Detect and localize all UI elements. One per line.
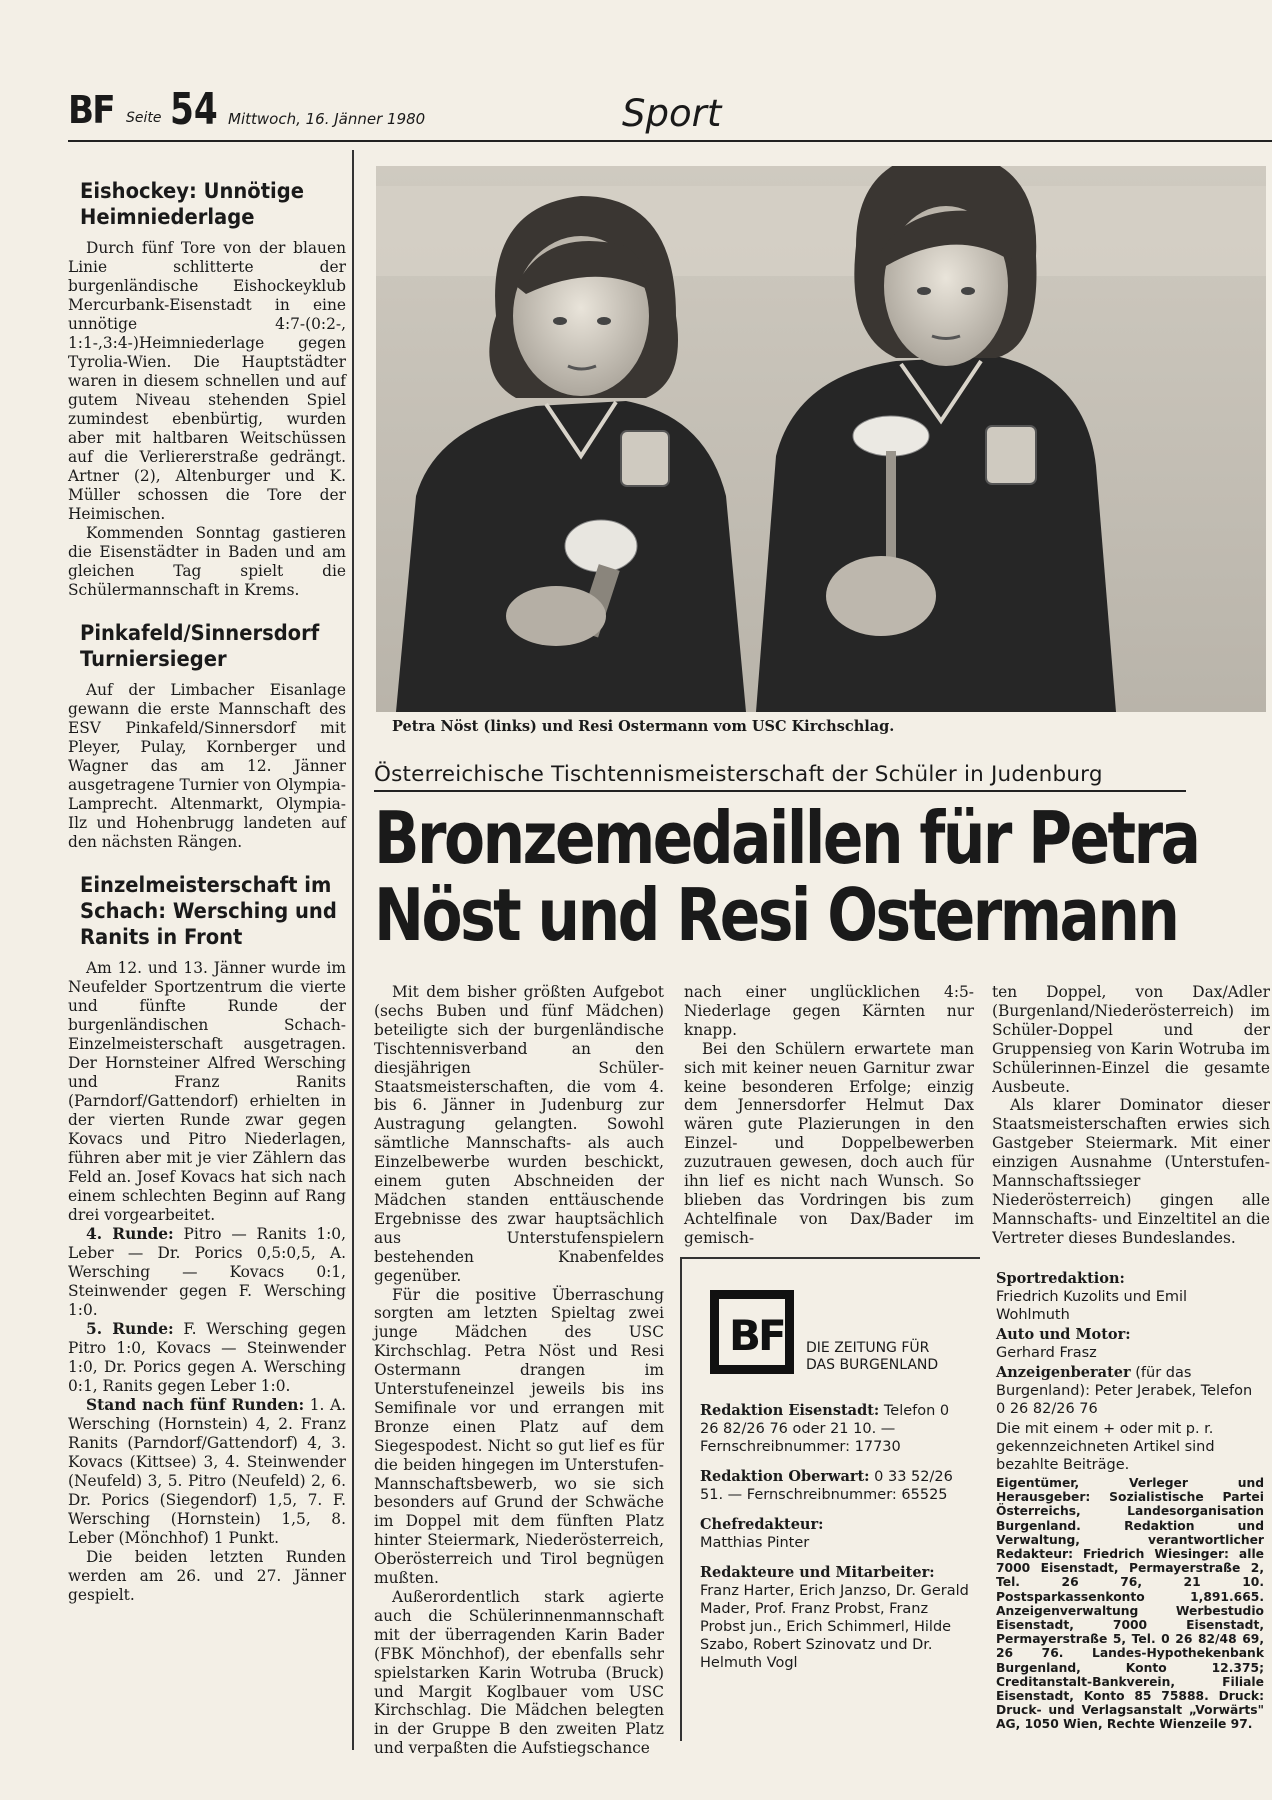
article-column-1 (374, 983, 664, 1758)
emblem-left (621, 431, 669, 486)
impressum-logo (710, 1290, 794, 1374)
article-headline (374, 796, 1199, 957)
pinkafeld-article (68, 620, 346, 852)
impressum-border (680, 1257, 682, 1741)
masthead-logo: BF (68, 88, 114, 132)
eishockey-headline: Eishockey: Unnötige Heimniederlage (80, 179, 304, 229)
page-label: Seite (126, 110, 162, 126)
article-paragraph: Außerordentlich stark agierte auch die Schülerinnenmannschaft mit der überragenden Karin Bader (FBK Mönchhof), der ebenfalls sehr spielstarken Karin Wotruba (Bruck) und Margit Koglbauer vom USC Kirchschlag. Die Mädchen belegten in der Gruppe B den zweiten Platz und verpaßten die Aufstiegschance (374, 1588, 664, 1758)
headline-line-2: Nöst und Resi Ostermann (374, 873, 1178, 957)
column-divider (352, 150, 354, 1750)
pinkafeld-paragraph-1: Auf der Limbacher Eisanlage gewann die erste Mannschaft des ESV Pinkafeld/Sinnersdorf mit Pleyer, Pulay, Kornberger und Wagner das am 12. Jänner ausgetragene Turnier von Olympia-Lamprecht. Altenmarkt, Olympia-Ilz und Hohenbrugg landeten auf den nächsten Rängen. (68, 681, 347, 851)
emblem-right (986, 426, 1036, 484)
schach-round-4 (68, 1225, 346, 1320)
sport-names: Friedrich Kuzolits und Emil Wohlmuth (996, 1289, 1188, 1323)
publisher-info: Eigentümer, Verleger und Herausgeber: Sozialistische Partei Österreichs, Landesorganisation Burgenland. Redaktion und Verwaltung, verantwortlicher Redakteur: Friedrich Wiesinger: alle 7000 Eisenstadt, Permayerstraße 2, Tel. 26 76, 21 10. Postsparkassenkonto 1,891.665. Anzeigenverwaltung Werbestudio Eisenstadt, 7000 Eisenstadt, Permayerstraße 5, Tel. 0 26 82/48 69, 26 76. Landes-Hypothekenbank Burgenland, Konto 12.375; Creditanstalt-Bankverein, Filiale Eisenstadt, Konto 85 75888. Druck: Druck- und Verlagsanstalt „Vorwärts" AG, 1050 Wien, Rechte Wienzeile 97. (996, 1476, 1264, 1732)
kicker-rule (374, 790, 1186, 792)
impressum-border-top (680, 1257, 980, 1259)
redakteure-label: Redakteure und Mitarbeiter: (700, 1564, 935, 1581)
eishockey-article (68, 178, 346, 600)
article-kicker: Österreichische Tischtennismeisterschaft der Schüler in Judenburg (374, 762, 1103, 787)
schach-paragraph-1: Am 12. und 13. Jänner wurde im Neufelder Sportzentrum die vierte und fünfte Runde der burgenländischen Schach-Einzelmeisterschaft ausgetragen. Der Hornsteiner Alfred Wersching und Franz Ranits (Parndorf/Gattendorf) erhielten in der vierten Runde zwar gegen Kovacs und Pitro Niederlagen, führen aber mit je vier Zählern das Feld an. Josef Kovacs hat sich nach einem schlechten Beginn auf Rang drei vorgearbeitet. (68, 959, 346, 1224)
impressum-tagline (806, 1340, 938, 1374)
issue-date: Mittwoch, 16. Jänner 1980 (228, 110, 426, 128)
impressum-contacts (700, 1402, 970, 1684)
chef-label: Chefredakteur: (700, 1516, 824, 1533)
auto-name: Gerhard Frasz (996, 1345, 1097, 1361)
article-paragraph: Für die positive Überraschung sorgten am letzten Spieltag zwei junge Mädchen des USC Kirchschlag. Petra Nöst und Resi Ostermann drangen im Unterstufeneinzel jeweils bis ins Semifinale vor und errangen mit Bronze einen Platz auf dem Siegespodest. Nicht so gut lief es für die beiden hingegen im Unterstufen-Mannschaftsbewerb, wo sie sich besonders auf Grund der Schwäche im Doppel mit dem fünften Platz hinter Steiermark, Niederösterreich, Oberösterreich und Tirol begnügen mußten. (374, 1285, 664, 1588)
round-5-results: F. Wersching gegen Pitro 1:0, Kovacs — Steinwender 1:0, Dr. Porics gegen A. Wersching 0:1, Ranits gegen Leber 1:0. (68, 1320, 346, 1395)
article-paragraph: nach einer unglücklichen 4:5-Niederlage gegen Kärnten nur knapp. (684, 983, 974, 1039)
redaktion-eisenstadt (700, 1402, 970, 1456)
article-paragraph: ten Doppel, von Dax/Adler (Burgenland/Niederösterreich) im Schüler-Doppel und der Gruppensieg von Karin Wotruba im Schülerinnen-Einzel die gesamte Ausbeute. (992, 983, 1270, 1096)
impressum-right (996, 1270, 1264, 1732)
chefredakteur (700, 1516, 970, 1552)
schach-article (68, 872, 346, 1605)
article-paragraph: Mit dem bisher größten Aufgebot (sechs Buben und fünf Mädchen) beteiligte sich der burgenländische Tischtennisverband an den diesjährigen Schüler-Staatsmeisterschaften, die vom 4. bis 6. Jänner in Judenburg zur Austragung gelangten. Sowohl sämtliche Mannschafts- als auch Einzelbewerbe wurden beschickt, einem guten Abschneiden der Mädchen standen enttäuschende Ergebnisse des zwar hauptsächlich aus Unterstufenspielern bestehenden Knabenfeldes gegenüber. (374, 983, 664, 1285)
schach-round-5 (68, 1320, 346, 1396)
section-title: Sport (622, 92, 722, 135)
anz-text: (für das Burgenland): Peter Jerabek, Telefon 0 26 82/26 76 (996, 1365, 1253, 1417)
left-column (68, 178, 346, 1625)
standings-label: Stand nach fünf Runden: (86, 1396, 305, 1414)
impressum-logo-frame (719, 1299, 785, 1365)
eisenstadt-label: Redaktion Eisenstadt: (700, 1402, 880, 1419)
round-4-label: 4. Runde: (86, 1225, 174, 1243)
anzeigenberater (996, 1364, 1264, 1418)
article-column-3 (992, 983, 1270, 1248)
eishockey-paragraph-2: Kommenden Sonntag gastieren die Eisenstädter in Baden und am gleichen Tag spielt die Schülermannschaft in Krems. (68, 524, 346, 599)
redakteure-names: Franz Harter, Erich Janzso, Dr. Gerald Mader, Prof. Franz Probst, Franz Probst jun., Erich Schimmerl, Hilde Szabo, Robert Szinovatz und Dr. Helmuth Vogl (700, 1583, 969, 1671)
schach-standings (68, 1396, 346, 1548)
eishockey-paragraph-1: Durch fünf Tore von der blauen Linie schlitterte der burgenländische Eishockeyklub Mercurbank-Eisenstadt in eine unnötige 4:7-(0:2-, 1:1-,3:4-)Heimniederlage gegen Tyrolia-Wien. Die Hauptstädter waren in diesem schnellen und auf gutem Niveau stehenden Spiel zumindest ebenbürtig, wurden aber mit haltbaren Weitschüssen auf die Verliererstraße gedrängt. Artner (2), Altenburger und K. Müller schossen die Tore der Heimischen. (68, 239, 346, 523)
photo-two-girls-with-trophies (376, 166, 1266, 712)
auto-label: Auto und Motor: (996, 1326, 1131, 1343)
sportredaktion (996, 1270, 1264, 1324)
article-paragraph: Bei den Schülern erwartete man sich mit keiner neuen Garnitur zwar keine besonderen Erfolge; einzig dem Jennersdorfer Helmut Dax wären gute Plazierungen in den Einzel- und Doppelbewerben zuzutrauen gewesen, doch auch für ihn lief es nicht nach Wunsch. So blieben das Vordringen bis zum Achtelfinale von Dax/Bader im gemisch- (684, 1039, 974, 1247)
pinkafeld-headline: Pinkafeld/Sinnersdorf Turniersieger (80, 621, 320, 671)
sport-label: Sportredaktion: (996, 1270, 1125, 1287)
schach-headline: Einzelmeisterschaft im Schach: Wersching und Ranits in Front (80, 873, 337, 949)
schach-paragraph-last: Die beiden letzten Runden werden am 26. und 27. Jänner gespielt. (68, 1548, 346, 1604)
impressum-logo-text: BF (729, 1311, 784, 1360)
chef-name: Matthias Pinter (700, 1535, 810, 1551)
tagline-line-1: DIE ZEITUNG FÜR (806, 1340, 930, 1356)
round-4-results: Pitro — Ranits 1:0, Leber — Dr. Porics 0,5:0,5, A. Wersching — Kovacs 0:1, Steinwender gegen F. Wersching 1:0. (68, 1225, 346, 1319)
eisenstadt-text: Telefon 0 26 82/26 76 oder 21 10. — Fernschreibnummer: 17730 (700, 1403, 950, 1455)
standings-list: 1. A. Wersching (Hornstein) 4, 2. Franz Ranits (Parndorf/Gattendorf) 4, 3. Kovacs (Kittsee) 3, 4. Steinwender (Neufeld) 3, 5. Pitro (Neufeld) 2, 6. Dr. Porics (Siegendorf) 1,5, 7. F. Wersching (Hornstein) 1,5, 8. Leber (Mönchhof) 1 Punkt. (68, 1396, 346, 1547)
paid-notice: Die mit einem + oder mit p. r. gekennzeichneten Artikel sind bezahlte Beiträge. (996, 1421, 1215, 1473)
page-number: 54 (170, 84, 218, 135)
auto-motor (996, 1326, 1264, 1362)
redaktion-oberwart (700, 1468, 970, 1504)
article-column-2 (684, 983, 974, 1248)
masthead-rule (68, 140, 1272, 142)
redakteure (700, 1564, 970, 1672)
headline-line-1: Bronzemedaillen für Petra (374, 796, 1199, 880)
tagline-line-2: DAS BURGENLAND (806, 1357, 939, 1373)
photo-caption: Petra Nöst (links) und Resi Ostermann vom USC Kirchschlag. (392, 718, 895, 735)
article-paragraph: Als klarer Dominator dieser Staatsmeisterschaften erwies sich Gastgeber Steiermark. Mit einer einzigen Ausnahme (Unterstufen-Mannschaftssieger Niederösterreich) gingen alle Mannschafts- und Einzeltitel an die Vertreter dieses Bundeslandes. (992, 1096, 1270, 1247)
round-5-label: 5. Runde: (86, 1320, 174, 1338)
oberwart-text: 0 33 52/26 51. — Fernschreibnummer: 65525 (700, 1469, 953, 1503)
oberwart-label: Redaktion Oberwart: (700, 1468, 870, 1485)
anz-label: Anzeigenberater (996, 1364, 1131, 1381)
